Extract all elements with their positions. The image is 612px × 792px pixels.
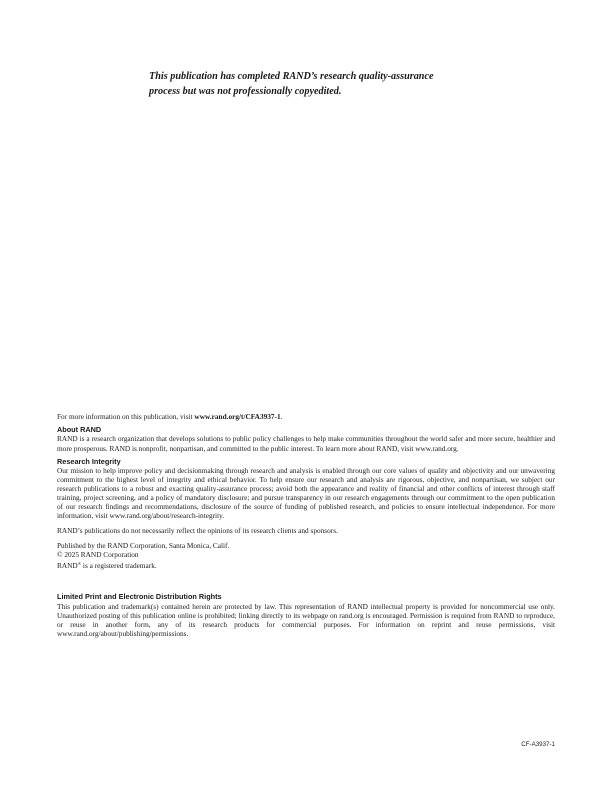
published-by-line: Published by the RAND Corporation, Santa Monica, Calif. — [57, 541, 230, 551]
research-integrity-heading: Research Integrity — [57, 456, 121, 466]
notice-line-1: This publication has completed RAND’s research quality-assurance — [149, 71, 434, 82]
document-code: CF-A3937-1 — [521, 741, 555, 748]
copyright-line: © 2025 RAND Corporation — [57, 550, 139, 560]
trademark-line: RAND® is a registered trademark. — [57, 561, 157, 571]
notice-line-2: process but was not professionally copyedited. — [149, 86, 342, 97]
more-info-line: For more information on this publication, visit www.rand.org/t/CFA3937-1. — [57, 412, 283, 421]
research-integrity-text: Our mission to help improve policy and decisionmaking through research and analysis is enabled through our core values of quality and objectivity and our unwavering commitment to the highest level of integrity and ethical behavior. To help ensure our research and analysis are rigorous, objective, and nonpartisan, we subject our research publications to a robust and exacting quality-assurance process; avoid both the appearance and reality of financial and other conflicts of interest through staff training, project screening, and a policy of mandatory disclosure; and pursue transparency in our research engagements through our commitment to the open publication of our research findings and recommendations, disclosure of the source of funding of published research, and policies to ensure intellectual independence. For more information, visit www.rand.org/about/research-integrity. — [57, 465, 555, 521]
about-text: RAND is a research organization that develops solutions to public policy challenges to help make communities throughout the world safer and more secure, healthier and more prosperous. RAND is nonprofit, nonpartisan, and committed to the public interest. To learn more about RAND, visit www.rand.org. — [57, 434, 555, 453]
distribution-rights-heading: Limited Print and Electronic Distribution Rights — [57, 592, 222, 602]
publication-url-link[interactable]: www.rand.org/t/CFA3937-1 — [194, 412, 281, 421]
colophon — [57, 412, 555, 638]
about-heading: About RAND — [57, 425, 102, 435]
disclaimer-text: RAND’s publications do not necessarily reflect the opinions of its research clients and sponsors. — [57, 526, 338, 536]
distribution-rights-text: This publication and trademark(s) contained herein are protected by law. This representation of RAND intellectual property is provided for noncommercial use only. Unauthorized posting of this publication online is prohibited; linking directly to its webpage on rand.org is encouraged. Permission is required from RAND to reproduce, or reuse in another form, any of its research products for commercial purposes. For information on reprint and reuse permissions, visit www.rand.org/about/publishing/permissions. — [57, 601, 555, 638]
quality-assurance-notice — [149, 69, 479, 99]
